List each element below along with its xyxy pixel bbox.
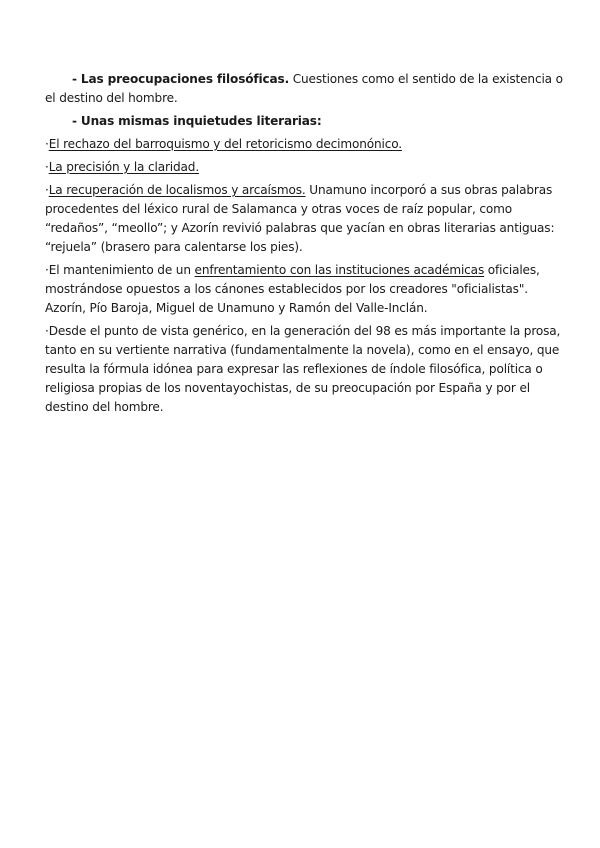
list-item-academic-confrontation xyxy=(45,261,565,318)
bullet-dot: · xyxy=(45,324,49,338)
bullet-dot: · xyxy=(45,263,49,277)
prose-importance-text: Desde el punto de vista genérico, en la generación del 98 es más importante la prosa, tanto en su vertiente narrativa (fundamentalmente la novela), como en el ensayo, que resulta la fórmula idónea para expresar las reflexiones de índole filosófica, política o religiosa propias de los noventayochistas, de su preocupación por España y por el destino del hombre. xyxy=(45,324,561,414)
rejection-baroque-text: El rechazo del barroquismo y del retoricismo decimonónico. xyxy=(48,137,402,151)
paragraph-literary-concerns xyxy=(45,112,565,131)
bullet-dot: · xyxy=(45,183,49,197)
bullet-dot: · xyxy=(45,160,49,174)
document-page xyxy=(45,70,565,421)
heading-literary-concerns: - Unas mismas inquietudes literarias: xyxy=(72,114,322,128)
list-item-precision-clarity xyxy=(45,158,565,177)
list-item-localisms xyxy=(45,181,565,257)
philosophical-concerns-text: Cuestiones como el sentido de la existencia o el destino del hombre. xyxy=(45,72,563,105)
localisms-text: Unamuno incorporó a sus obras palabras procedentes del léxico rural de Salamanca y otras voces de raíz popular, como “redaños”, “meollo”; y Azorín revivió palabras que yacían en obras literarias antiguas: “rejuela” (brasero para calentarse los pies). xyxy=(45,183,555,254)
academic-before-text: El mantenimiento de un xyxy=(48,263,195,277)
precision-clarity-text: La precisión y la claridad. xyxy=(48,160,200,174)
academic-after-text: oficiales, mostrándose opuestos a los cánones establecidos por los creadores "oficialistas". Azorín, Pío Baroja, Miguel de Unamuno y Ramón del Valle-Inclán. xyxy=(45,263,540,315)
localisms-heading: La recuperación de localismos y arcaísmos. xyxy=(48,183,306,197)
bullet-dot: · xyxy=(45,137,49,151)
paragraph-philosophical-concerns xyxy=(45,70,565,108)
list-item-prose-importance xyxy=(45,322,565,417)
academic-underlined-text: enfrentamiento con las instituciones académicas xyxy=(194,263,485,277)
list-item-rejection-baroque xyxy=(45,135,565,154)
heading-philosophical-concerns: - Las preocupaciones filosóficas. xyxy=(72,72,290,86)
